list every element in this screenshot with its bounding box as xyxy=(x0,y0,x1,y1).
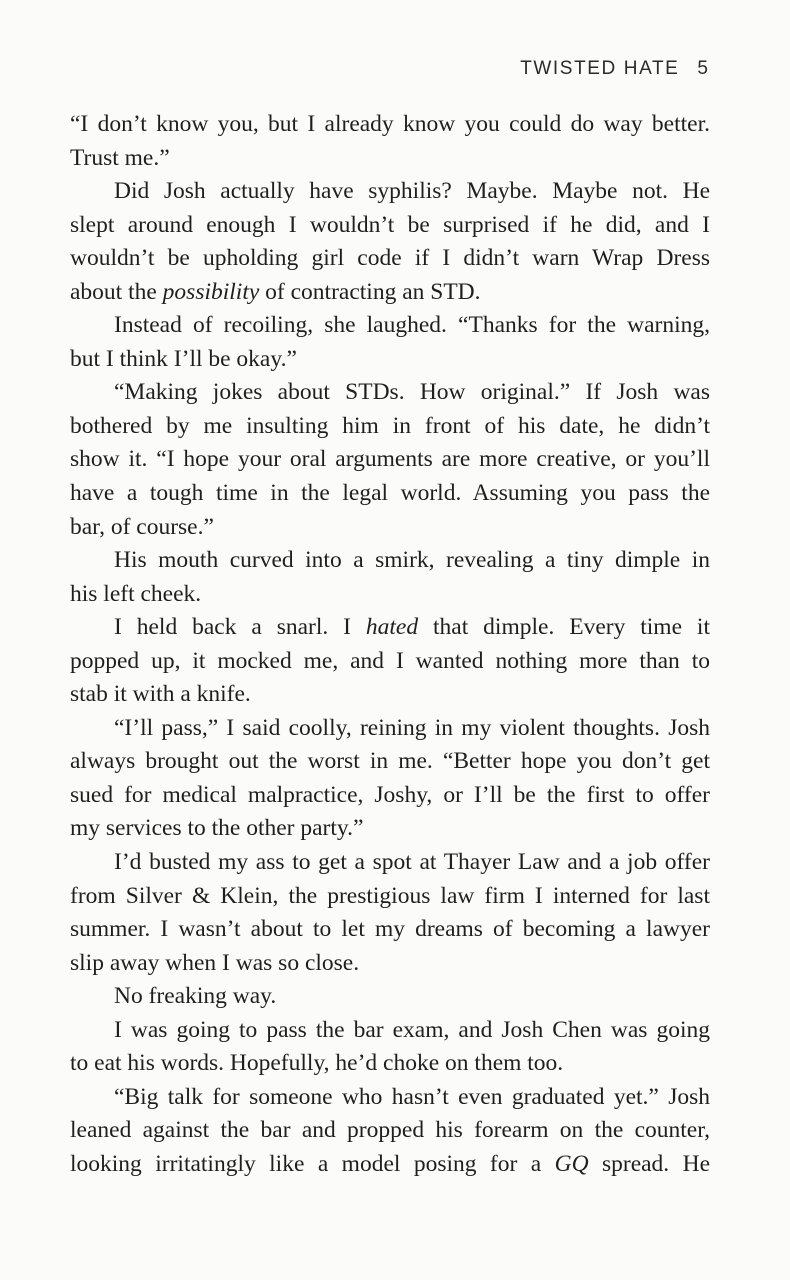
text-line: leaned against the bar and propped his forearm on the counter, xyxy=(70,1117,710,1144)
running-header xyxy=(520,58,708,80)
text-line: looking irritatingly like a model posing for a GQ spread. He xyxy=(70,1150,710,1177)
text-line: have a tough time in the legal world. Assuming you pass the xyxy=(70,480,710,507)
text-line: “Making jokes about STDs. How original.” If Josh was xyxy=(114,379,710,406)
text-line: show it. “I hope your oral arguments are more creative, or you’ll xyxy=(70,446,710,473)
text-line: popped up, it mocked me, and I wanted nothing more than to xyxy=(70,647,710,674)
text-line: stab it with a knife. xyxy=(70,681,251,708)
text-line: I’d busted my ass to get a spot at Thayer Law and a job offer xyxy=(114,849,710,876)
text-line: Did Josh actually have syphilis? Maybe. Maybe not. He xyxy=(114,178,710,205)
text-line: bothered by me insulting him in front of his date, he didn’t xyxy=(70,412,710,439)
text-line: bar, of course.” xyxy=(70,513,214,540)
text-line: summer. I wasn’t about to let my dreams of becoming a lawyer xyxy=(70,916,710,943)
text-line: but I think I’ll be okay.” xyxy=(70,345,297,372)
body-text xyxy=(70,108,710,1182)
text-line: his left cheek. xyxy=(70,580,202,607)
text-line: “Big talk for someone who hasn’t even graduated yet.” Josh xyxy=(114,1083,710,1110)
text-line: Instead of recoiling, she laughed. “Thanks for the warning, xyxy=(114,312,710,339)
text-line: I was going to pass the bar exam, and Josh Chen was going xyxy=(114,1016,710,1043)
text-line: I held back a snarl. I hated that dimple. Every time it xyxy=(114,614,710,641)
text-line: “I don’t know you, but I already know you could do way better. xyxy=(70,111,710,137)
text-line: “I’ll pass,” I said coolly, reining in my violent thoughts. Josh xyxy=(114,714,710,741)
text-line: from Silver & Klein, the prestigious law firm I interned for last xyxy=(70,882,710,909)
text-line: slip away when I was so close. xyxy=(70,949,360,976)
text-line: slept around enough I wouldn’t be surprised if he did, and I xyxy=(70,211,710,238)
text-line: No freaking way. xyxy=(114,983,277,1010)
text-line: wouldn’t be upholding girl code if I didn’t warn Wrap Dress xyxy=(70,245,710,272)
book-title: TWISTED HATE xyxy=(520,58,680,79)
text-line: to eat his words. Hopefully, he’d choke on them too. xyxy=(70,1050,564,1077)
text-line: always brought out the worst in me. “Better hope you don’t get xyxy=(70,748,710,775)
text-line: His mouth curved into a smirk, revealing a tiny dimple in xyxy=(114,547,710,574)
text-line: about the possibility of contracting an STD. xyxy=(70,278,481,305)
text-line: sued for medical malpractice, Joshy, or I’ll be the first to offer xyxy=(70,781,710,808)
text-line: my services to the other party.” xyxy=(70,815,364,842)
page-number: 5 xyxy=(697,58,708,79)
text-line: Trust me.” xyxy=(70,144,170,171)
